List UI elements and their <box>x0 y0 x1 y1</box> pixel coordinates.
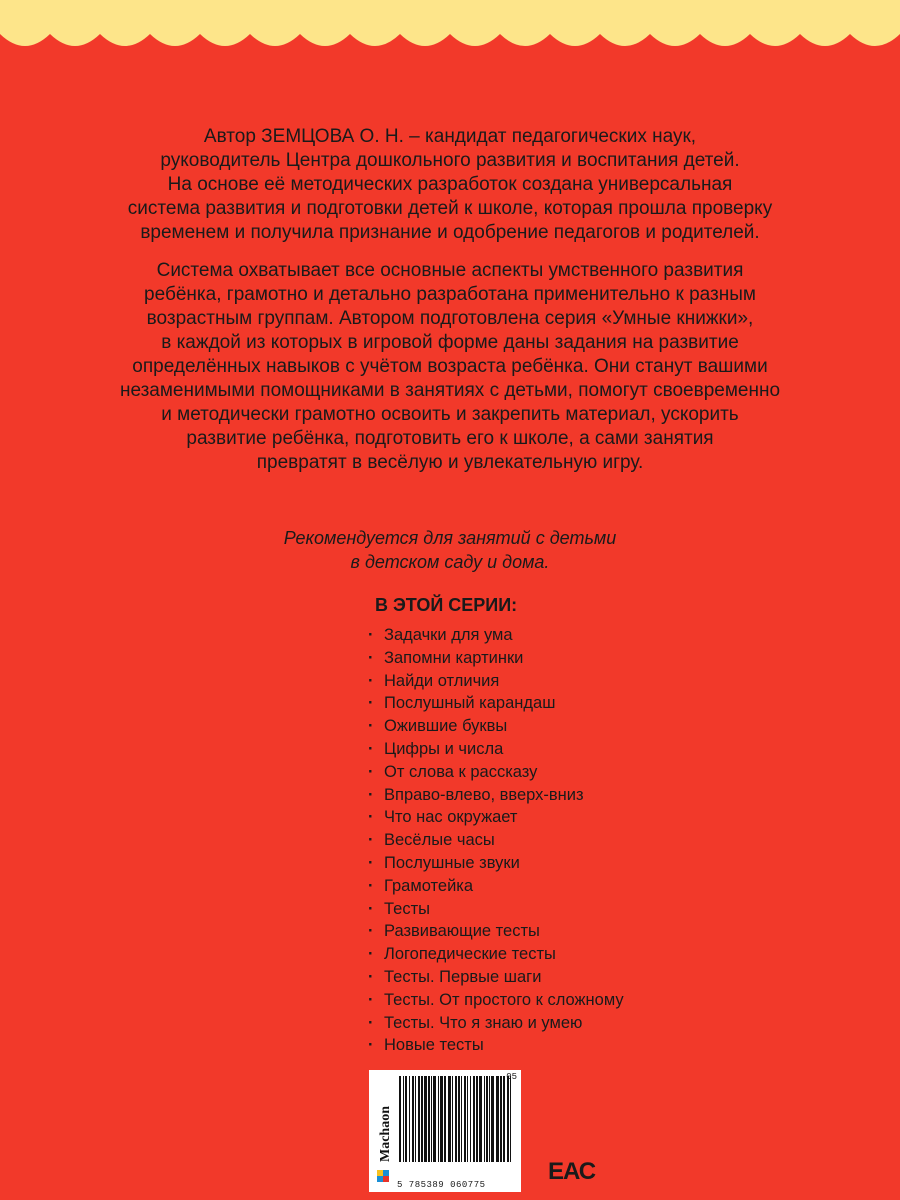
text-line: Рекомендуется для занятий с детьми <box>283 528 617 548</box>
series-item: · Ожившие буквы <box>368 715 624 738</box>
barcode-bar <box>415 1076 416 1162</box>
recommendation-text <box>100 526 800 574</box>
barcode-bar <box>458 1076 460 1162</box>
barcode-bar <box>510 1076 511 1162</box>
series-item: · Грамотейка <box>368 875 624 898</box>
series-item: · Развивающие тесты <box>368 920 624 943</box>
text-line: На основе её методических разработок создана универсальная <box>167 174 733 195</box>
barcode-bar <box>444 1076 446 1162</box>
barcode-bar <box>486 1076 488 1162</box>
barcode-bar <box>399 1076 401 1162</box>
text-line: руководитель Центра дошкольного развития и воспитания детей. <box>160 150 740 171</box>
barcode-bar <box>507 1076 509 1162</box>
barcode-bar <box>491 1076 494 1162</box>
barcode-bar <box>467 1076 468 1162</box>
text-line: Система охватывает все основные аспекты умственного развития <box>156 260 744 281</box>
series-item: · Найди отличия <box>368 670 624 693</box>
barcode-bar <box>464 1076 466 1162</box>
barcode-bar <box>433 1076 436 1162</box>
barcode-bar <box>403 1076 404 1162</box>
series-list <box>368 624 624 1057</box>
barcode-bar <box>479 1076 482 1162</box>
barcode-bar <box>448 1076 451 1162</box>
text-line: и методически грамотно освоить и закрепить материал, ускорить <box>161 404 739 425</box>
barcode-bar <box>496 1076 499 1162</box>
series-item: · Послушный карандаш <box>368 692 624 715</box>
series-item: · От слова к рассказу <box>368 761 624 784</box>
text-line: в каждой из которых в игровой форме даны задания на развитие <box>161 332 739 353</box>
series-item: · Запомни картинки <box>368 647 624 670</box>
barcode-bar <box>424 1076 427 1162</box>
about-author-paragraph <box>60 125 840 245</box>
barcode <box>369 1070 521 1192</box>
yellow-scalloped-band <box>0 0 900 60</box>
barcode-addon: 05 <box>506 1072 517 1082</box>
eac-mark: ЕАС <box>548 1158 596 1185</box>
series-item: · Вправо-влево, вверх-вниз <box>368 784 624 807</box>
barcode-bar <box>461 1076 462 1162</box>
series-item: · Логопедические тесты <box>368 943 624 966</box>
barcode-bar <box>418 1076 420 1162</box>
text-line: временем и получила признание и одобрение педагогов и родителей. <box>140 222 760 243</box>
series-item: · Тесты <box>368 898 624 921</box>
barcode-digits: 5 785389 060775 <box>397 1180 486 1190</box>
text-line: незаменимыми помощниками в занятиях с детьми, помогут своевременно <box>119 380 781 401</box>
text-line: система развития и подготовки детей к школе, которая прошла проверку <box>127 198 773 219</box>
barcode-bar <box>503 1076 505 1162</box>
barcode-bar <box>405 1076 407 1162</box>
barcode-bar <box>473 1076 475 1162</box>
series-item: · Новые тесты <box>368 1034 624 1057</box>
barcode-bar <box>484 1076 485 1162</box>
text-line: Автор ЗЕМЦОВА О. Н. – кандидат педагогических наук, <box>203 126 697 147</box>
barcode-bar <box>452 1076 453 1162</box>
barcode-bars <box>399 1076 515 1172</box>
barcode-bar <box>438 1076 439 1162</box>
text-line: определённых навыков с учётом возраста ребёнка. Они станут вашими <box>132 356 768 377</box>
barcode-bar <box>500 1076 502 1162</box>
barcode-bar <box>409 1076 410 1162</box>
barcode-bar <box>412 1076 414 1162</box>
barcode-bar <box>470 1076 471 1162</box>
description-text <box>60 125 840 489</box>
barcode-bar <box>455 1076 457 1162</box>
text-line: превратят в весёлую и увлекательную игру. <box>256 452 644 473</box>
series-item: · Задачки для ума <box>368 624 624 647</box>
barcode-bar <box>476 1076 478 1162</box>
barcode-bar <box>489 1076 490 1162</box>
text-line: возрастным группам. Автором подготовлена серия «Умные книжки», <box>146 308 754 329</box>
barcode-bar <box>428 1076 430 1162</box>
barcode-bar <box>431 1076 432 1162</box>
series-item: · Тесты. От простого к сложному <box>368 989 624 1012</box>
text-line: ребёнка, грамотно и детально разработана применительно к разным <box>144 284 756 305</box>
series-item: · Послушные звуки <box>368 852 624 875</box>
barcode-bar <box>440 1076 443 1162</box>
series-item: · Тесты. Первые шаги <box>368 966 624 989</box>
series-title: В ЭТОЙ СЕРИИ: <box>375 595 518 615</box>
series-item: · Тесты. Что я знаю и умею <box>368 1012 624 1035</box>
barcode-bar <box>421 1076 423 1162</box>
series-item: · Весёлые часы <box>368 829 624 852</box>
series-item: · Цифры и числа <box>368 738 624 761</box>
text-line: развитие ребёнка, подготовить его к школе, а сами занятия <box>186 428 714 449</box>
publisher-name: Machaon <box>378 1106 393 1162</box>
series-item: · Что нас окружает <box>368 806 624 829</box>
publisher-logo <box>371 1074 395 1188</box>
about-system-paragraph <box>60 259 840 475</box>
text-line: в детском саду и дома. <box>350 552 550 572</box>
